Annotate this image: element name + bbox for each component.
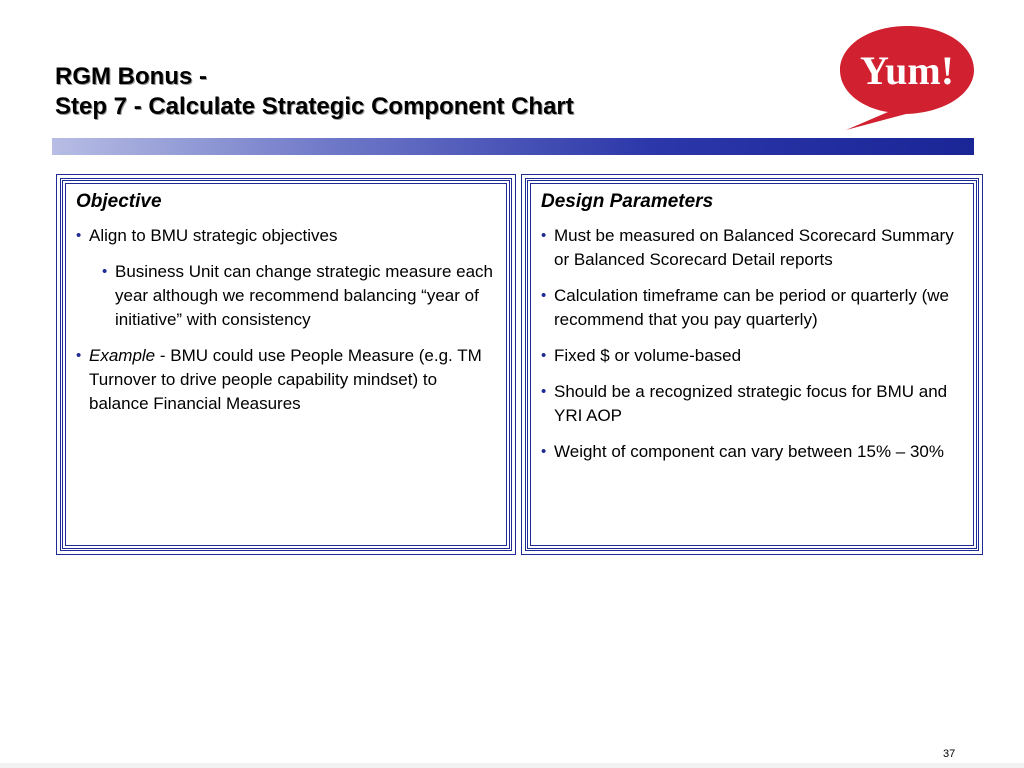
design-parameter-item: • Calculation timeframe can be period or quarterly (we recommend that you pay quarterly): [541, 284, 963, 332]
objective-sub-bullet-1: • Business Unit can change strategic measure each year although we recommend balancing “year of initiative” with consistency: [102, 260, 496, 332]
objective-heading: Objective: [76, 191, 162, 212]
example-label: Example: [89, 346, 156, 365]
objective-panel: [56, 174, 516, 555]
design-parameter-item: • Fixed $ or volume-based: [541, 344, 963, 368]
objective-bullet-2: [76, 344, 496, 416]
design-parameters-panel: [521, 174, 983, 555]
design-parameter-item: • Weight of component can vary between 15% – 30%: [541, 440, 963, 464]
title-line-1: RGM Bonus -: [55, 63, 207, 90]
design-parameters-heading: Design Parameters: [541, 191, 714, 212]
design-parameter-item: • Should be a recognized strategic focus for BMU and YRI AOP: [541, 380, 963, 428]
slide-title: [55, 62, 574, 122]
design-parameter-item: • Must be measured on Balanced Scorecard Summary or Balanced Scorecard Detail reports: [541, 224, 963, 272]
logo-text: Yum!: [859, 48, 955, 93]
objective-bullet-1: • Align to BMU strategic objectives: [76, 224, 496, 248]
page-number: 37: [943, 748, 956, 760]
title-line-2: Step 7 - Calculate Strategic Component Chart: [55, 93, 574, 120]
yum-logo: [836, 22, 978, 134]
title-gradient-bar: [52, 138, 974, 155]
footer-rule: [0, 763, 1024, 768]
example-text: - BMU could use People Measure (e.g. TM Turnover to drive people capability mindset) to balance Financial Measures: [89, 346, 482, 413]
